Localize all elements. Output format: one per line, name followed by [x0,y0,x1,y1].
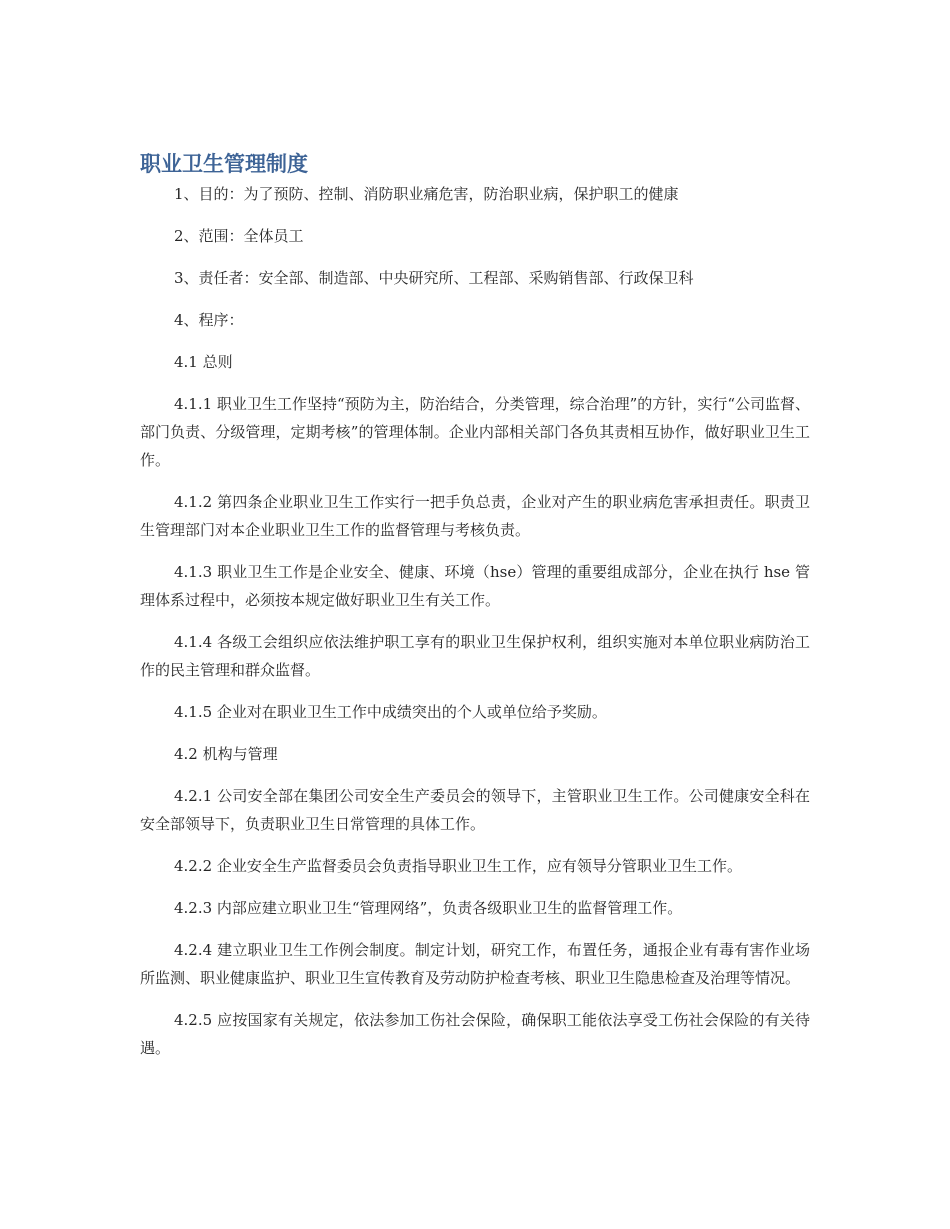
document-title: 职业卫生管理制度 [140,152,308,176]
paragraph-4-1-3: 4.1.3 职业卫生工作是企业安全、健康、环境（hse）管理的重要组成部分，企业在执行 hse 管理体系过程中，必须按本规定做好职业卫生有关工作。 [140,563,810,609]
paragraph-4-2-2: 4.2.2 企业安全生产监督委员会负责指导职业卫生工作，应有领导分管职业卫生工作。 [174,857,742,875]
paragraph-4-1-1: 4.1.1 职业卫生工作坚持“预防为主，防治结合，分类管理，综合治理”的方针，实行“公司监督、部门负责、分级管理，定期考核”的管理体制。企业内部相关部门各负其责相互协作，做好职业卫生工作。 [140,395,810,469]
section-heading-organization: 4.2 机构与管理 [174,745,278,763]
paragraph-4-2-4: 4.2.4 建立职业卫生工作例会制度。制定计划，研究工作，布置任务，通报企业有毒有害作业场所监测、职业健康监护、职业卫生宣传教育及劳动防护检查考核、职业卫生隐患检查及治理等情况。 [140,941,810,987]
section-heading-general: 4.1 总则 [174,353,233,371]
document-body [140,180,810,1076]
paragraph-4-1-2: 4.1.2 第四条企业职业卫生工作实行一把手负总责，企业对产生的职业病危害承担责任。职责卫生管理部门对本企业职业卫生工作的监督管理与考核负责。 [140,493,810,539]
paragraph-4-1-5: 4.1.5 企业对在职业卫生工作中成绩突出的个人或单位给予奖励。 [174,703,607,721]
paragraph-4-2-3: 4.2.3 内部应建立职业卫生“管理网络”，负责各级职业卫生的监督管理工作。 [174,899,683,917]
paragraph-4-2-5: 4.2.5 应按国家有关规定，依法参加工伤社会保险，确保职工能依法享受工伤社会保险的有关待遇。 [140,1011,810,1057]
paragraph-purpose: 1、目的：为了预防、控制、消防职业痛危害，防治职业病，保护职工的健康 [174,185,679,203]
paragraph-4-1-4: 4.1.4 各级工会组织应依法维护职工享有的职业卫生保护权利，组织实施对本单位职业病防治工作的民主管理和群众监督。 [140,633,810,679]
paragraph-4-2-1: 4.2.1 公司安全部在集团公司安全生产委员会的领导下，主管职业卫生工作。公司健康安全科在安全部领导下，负责职业卫生日常管理的具体工作。 [140,787,810,833]
paragraph-responsible: 3、责任者：安全部、制造部、中央研究所、工程部、采购销售部、行政保卫科 [174,269,694,287]
paragraph-scope: 2、范围：全体员工 [174,227,304,245]
paragraph-procedure: 4、程序： [174,311,244,329]
